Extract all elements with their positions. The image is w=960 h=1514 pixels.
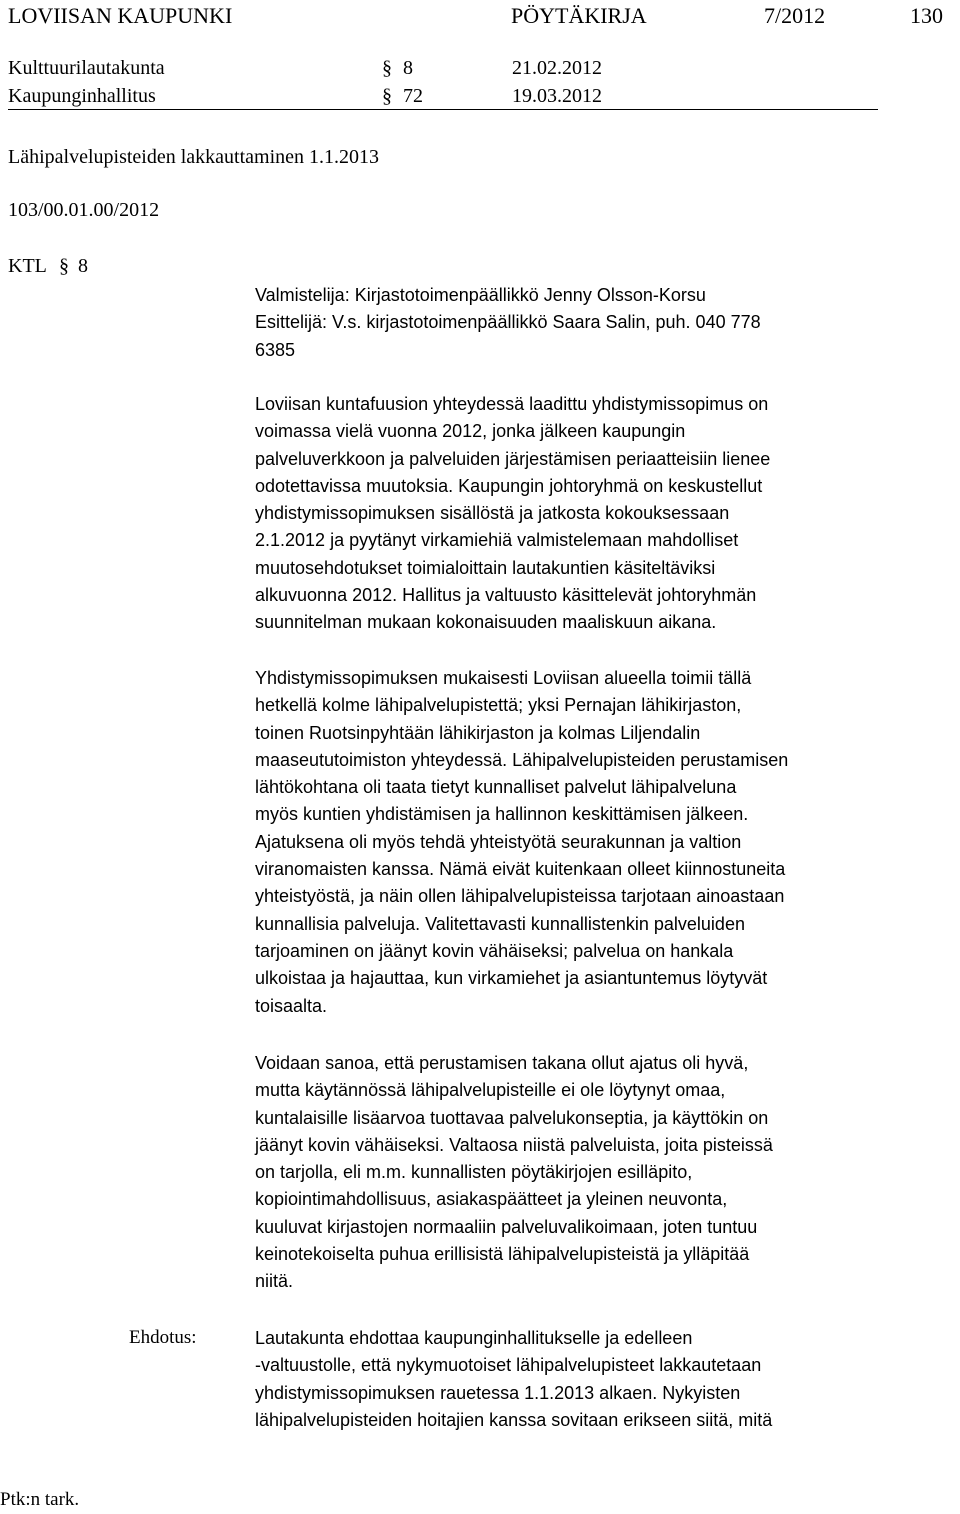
preparer-block [255, 282, 761, 364]
paragraph-line: niitä. [255, 1271, 294, 1292]
meeting-body: Kaupunginhallitus [8, 85, 156, 107]
proposal-line: Lautakunta ehdottaa kaupunginhallitukselle ja edelleen [255, 1328, 693, 1348]
proposal-line: lähipalvelupisteiden hoitajien kanssa sovitaan erikseen siitä, mitä [255, 1409, 773, 1430]
phone-continuation: 6385 [255, 339, 296, 360]
header-divider [8, 109, 878, 110]
paragraph-line: Voidaan sanoa, että perustamisen takana ollut ajatus oli hyvä, [255, 1053, 749, 1073]
section-sign: § [59, 255, 69, 277]
paragraph-line: Ajatuksena oli myös tehdä yhteistyötä seurakunnan ja valtion [255, 831, 742, 852]
paragraph [255, 1050, 773, 1296]
section-number: 8 [78, 255, 88, 277]
organization-name: LOVIISAN KAUPUNKI [8, 3, 233, 28]
paragraph-line: yhdistymissopimuksen sisällöstä ja jatkosta kokouksessaan [255, 503, 730, 524]
proposal-text [255, 1325, 772, 1434]
paragraph-line: lähtökohtana oli taata tietyt kunnalliset palvelut lähipalveluna [255, 777, 737, 798]
paragraph-line: mutta käytännössä lähipalvelupisteille ei ole löytynyt omaa, [255, 1080, 726, 1101]
paragraph-line: 2.1.2012 ja pyytänyt virkamiehiä valmistelemaan mahdolliset [255, 530, 739, 551]
subject-title: Lähipalvelupisteiden lakkauttaminen 1.1.2013 [8, 146, 380, 168]
paragraph-line: kopiointimahdollisuus, asiakaspäätteet ja yleinen neuvonta, [255, 1189, 728, 1210]
paragraph-line: myös kuntien yhdistämisen ja hallinnon keskittämisen jälkeen. [255, 804, 749, 825]
preparer-line: Valmistelija: Kirjastotoimenpäällikkö Jenny Olsson-Korsu [255, 285, 706, 305]
document-type: PÖYTÄKIRJA [511, 3, 647, 28]
section-number: 72 [403, 85, 423, 107]
paragraph-line: kunnallisia palveluja. Valitettavasti kunnallistenkin palveluiden [255, 913, 745, 934]
paragraph-line: tarjoaminen on jäänyt kovin vähäiseksi; palvelua on hankala [255, 940, 734, 961]
ktl-label: KTL [8, 255, 47, 277]
paragraph-line: toinen Ruotsinpyhtään lähikirjaston ja kolmas Liljendalin [255, 722, 701, 743]
section-sign: § [382, 57, 392, 79]
paragraph-line: viranomaisten kanssa. Nämä eivät kuitenkaan olleet kiinnostuneita [255, 859, 786, 880]
paragraph-line: Loviisan kuntafuusion yhteydessä laadittu yhdistymissopimus on [255, 394, 769, 414]
paragraph-line: alkuvuonna 2012. Hallitus ja valtuusto käsittelevät johtoryhmän [255, 585, 757, 606]
paragraph-line: keinotekoiselta puhua erillisistä lähipalvelupisteistä ja ylläpitää [255, 1244, 750, 1265]
proposal-line: -valtuustolle, että nykymuotoiset lähipalvelupisteet lakkautetaan [255, 1355, 762, 1376]
meeting-date: 19.03.2012 [512, 85, 602, 107]
footer-note: Ptk:n tark. [0, 1489, 80, 1510]
meeting-date: 21.02.2012 [512, 57, 602, 79]
paragraph-line: ulkoistaa ja hajauttaa, kun virkamiehet ja asiantuntemus löytyvät [255, 968, 768, 989]
proposal-label: Ehdotus: [129, 1327, 197, 1348]
paragraph-line: kuuluvat kirjastojen normaaliin palveluvalikoimaan, joten tuntuu [255, 1216, 758, 1237]
paragraph [255, 391, 770, 637]
paragraph-line: toisaalta. [255, 995, 328, 1016]
section-sign: § [382, 85, 392, 107]
presenter-line: Esittelijä: V.s. kirjastotoimenpäällikkö Saara Salin, puh. 040 778 [255, 312, 761, 333]
section-number: 8 [403, 57, 413, 79]
paragraph-line: Yhdistymissopimuksen mukaisesti Loviisan alueella toimii tällä [255, 668, 752, 688]
paragraph-line: palveluverkkoon ja palveluiden järjestämisen periaatteisiin lienee [255, 448, 771, 469]
paragraph-line: odotettavissa muutoksia. Kaupungin johtoryhmä on keskustellut [255, 475, 763, 496]
paragraph-line: jäänyt kovin vähäiseksi. Valtaosa niistä palveluista, joita pisteissä [255, 1134, 773, 1155]
paragraph-line: kuntalaisille lisäarvoa tuottavaa palvelukonseptia, ja käyttökin on [255, 1107, 769, 1128]
meeting-body: Kulttuurilautakunta [8, 57, 165, 79]
paragraph-line: suunnitelman mukaan kokonaisuuden maaliskuun aikana. [255, 612, 717, 633]
case-number: 103/00.01.00/2012 [8, 199, 160, 221]
paragraph-line: yhteistyöstä, ja näin ollen lähipalvelupisteissa tarjotaan ainoastaan [255, 886, 785, 907]
paragraph [255, 665, 788, 1020]
paragraph-line: muutosehdotukset toimialoittain lautakuntien käsiteltäviksi [255, 557, 716, 578]
proposal-line: yhdistymissopimuksen rauetessa 1.1.2013 alkaen. Nykyisten [255, 1382, 741, 1403]
document-number: 7/2012 [764, 3, 826, 28]
paragraph-line: hetkellä kolme lähipalvelupistettä; yksi Pernajan lähikirjaston, [255, 695, 742, 716]
paragraph-line: voimassa vielä vuonna 2012, jonka jälkeen kaupungin [255, 421, 686, 442]
paragraph-line: on tarjolla, eli m.m. kunnallisten pöytäkirjojen esilläpito, [255, 1162, 693, 1183]
page-number: 130 [910, 3, 943, 28]
paragraph-line: maaseututoimiston yhteydessä. Lähipalvelupisteiden perustamisen [255, 749, 789, 770]
